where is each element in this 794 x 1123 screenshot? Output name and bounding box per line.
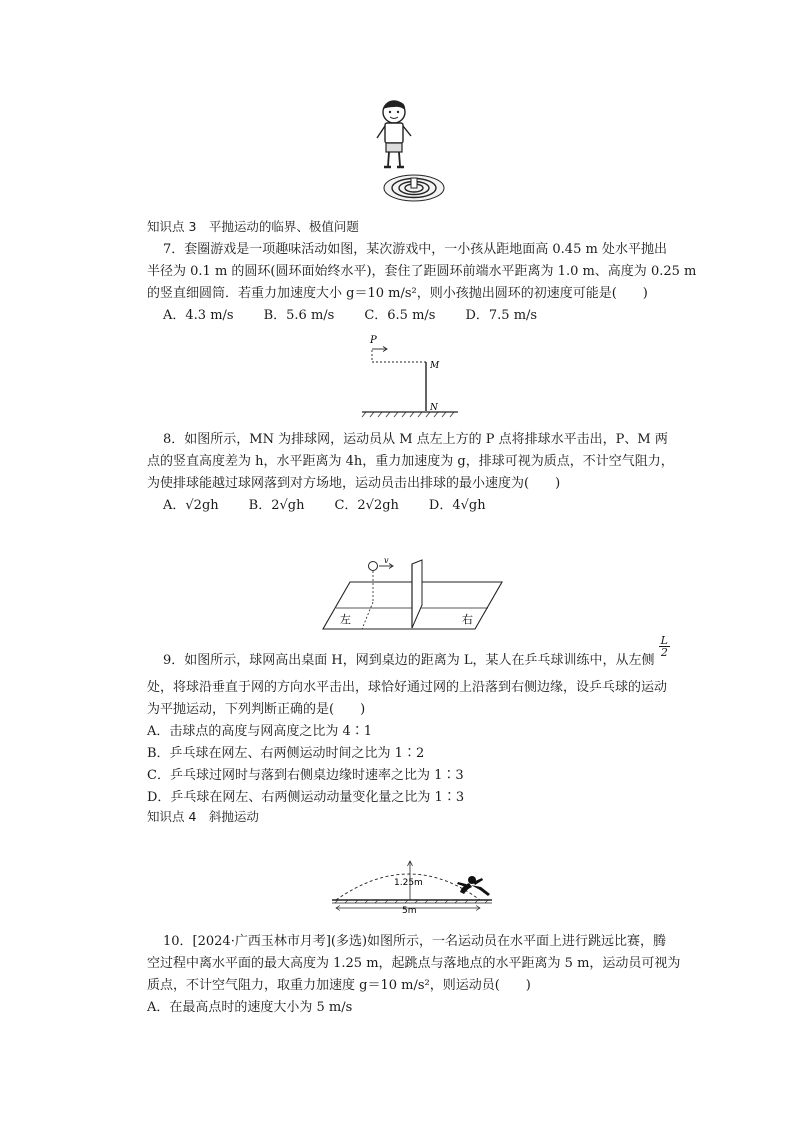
q10-option-a: A．在最高点时的速度大小为 5 m/s xyxy=(147,1000,353,1015)
label-width: 5m xyxy=(402,906,417,914)
q8-option-b: B．2√gh xyxy=(248,498,305,513)
section-4-title: 知识点 4 斜抛运动 xyxy=(147,809,259,824)
q7-option-b: B．5.6 m/s xyxy=(263,308,335,323)
q7-line-1: 7．套圈游戏是一项趣味活动如图，某次游戏中，一小孩从距地面高 0.45 m 处水平抛出 xyxy=(163,242,667,257)
q10-line-3: 质点，不计空气阻力，取重力加速度 g＝10 m/s²，则运动员( ) xyxy=(147,978,531,993)
child-body xyxy=(385,123,403,143)
q9-option-a: A．击球点的高度与网高度之比为 4∶1 xyxy=(147,724,373,739)
q7-option-a: A．4.3 m/s xyxy=(163,308,234,323)
label-m: M xyxy=(430,361,440,371)
q9-line-3: 为平抛运动，下列判断正确的是( ) xyxy=(147,702,366,717)
net xyxy=(412,560,422,628)
q9-line-1 xyxy=(163,634,670,672)
q9-fraction-denominator: 2 xyxy=(660,646,668,659)
target-rings xyxy=(384,175,444,201)
q9-fraction-numerator: L xyxy=(660,634,668,647)
q7-option-c: C．6.5 m/s xyxy=(364,308,436,323)
label-height: 1.25m xyxy=(394,878,423,888)
q8-option-c: C．2√2gh xyxy=(334,498,399,513)
q7-option-d: D．7.5 m/s xyxy=(465,308,538,323)
label-left: 左 xyxy=(340,613,351,626)
q9-option-d: D．乒乓球在网左、右两侧运动动量变化量之比为 1∶3 xyxy=(147,790,465,805)
q9-option-b: B．乒乓球在网左、右两侧运动时间之比为 1∶2 xyxy=(147,746,425,761)
q8-line-3: 为使排球能越过球网落到对方场地，运动员击出排球的最小速度为( ) xyxy=(147,476,561,491)
long-jump-figure xyxy=(330,852,494,914)
q10-line-2: 空过程中离水平面的最大高度为 1.25 m，起跳点与落地点的水平距离为 5 m，运动员可视为 xyxy=(147,956,681,971)
q8-options xyxy=(163,495,516,517)
label-right: 右 xyxy=(462,613,473,626)
q8-line-1: 8．如图所示，MN 为排球网，运动员从 M 点左上方的 P 点将排球水平击出，P、M 两 xyxy=(163,432,668,447)
ring-toss-figure xyxy=(366,98,446,204)
q9-fraction xyxy=(659,635,670,658)
q7-options xyxy=(163,305,567,327)
q9-line-2: 处，将球沿垂直于网的方向水平击出，球恰好通过网的上沿落到右侧边缘，设乒乓球的运动 xyxy=(147,680,668,695)
q10-line-1: 10．[2024·广西玉林市月考](多选)如图所示，一名运动员在水平面上进行跳远比赛，腾 xyxy=(163,934,667,949)
q8-option-a: A．√2gh xyxy=(163,498,219,513)
q8-option-d: D．4√gh xyxy=(428,498,486,513)
volleyball-net-figure xyxy=(360,332,460,420)
label-v: v xyxy=(384,558,389,565)
section-3-title: 知识点 3 平抛运动的临界、极值问题 xyxy=(147,219,359,234)
label-p: P xyxy=(370,335,377,346)
q8-line-2: 点的竖直高度差为 h，水平距离为 4h，重力加速度为 g，排球可视为质点，不计空气阻力， xyxy=(147,454,674,469)
q7-line-3: 的竖直细圆筒．若重力加速度大小 g＝10 m/s²，则小孩抛出圆环的初速度可能是( ) xyxy=(147,286,648,301)
q9-option-c: C．乒乓球过网时与落到右侧桌边缘时速率之比为 1∶3 xyxy=(147,768,464,783)
jumper xyxy=(457,876,490,896)
q7-line-2: 半径为 0.1 m 的圆环(圆环面始终水平)，套住了距圆环前端水平距离为 1.0 m、高度为 0.25 m xyxy=(147,264,697,279)
ball xyxy=(369,562,378,571)
label-n: N xyxy=(430,403,438,413)
table-tennis-figure xyxy=(320,558,504,634)
q9-line-1-text: 9．如图所示，球网高出桌面 H，网到桌边的距离为 L，某人在乒乓球训练中，从左侧 xyxy=(163,653,655,668)
